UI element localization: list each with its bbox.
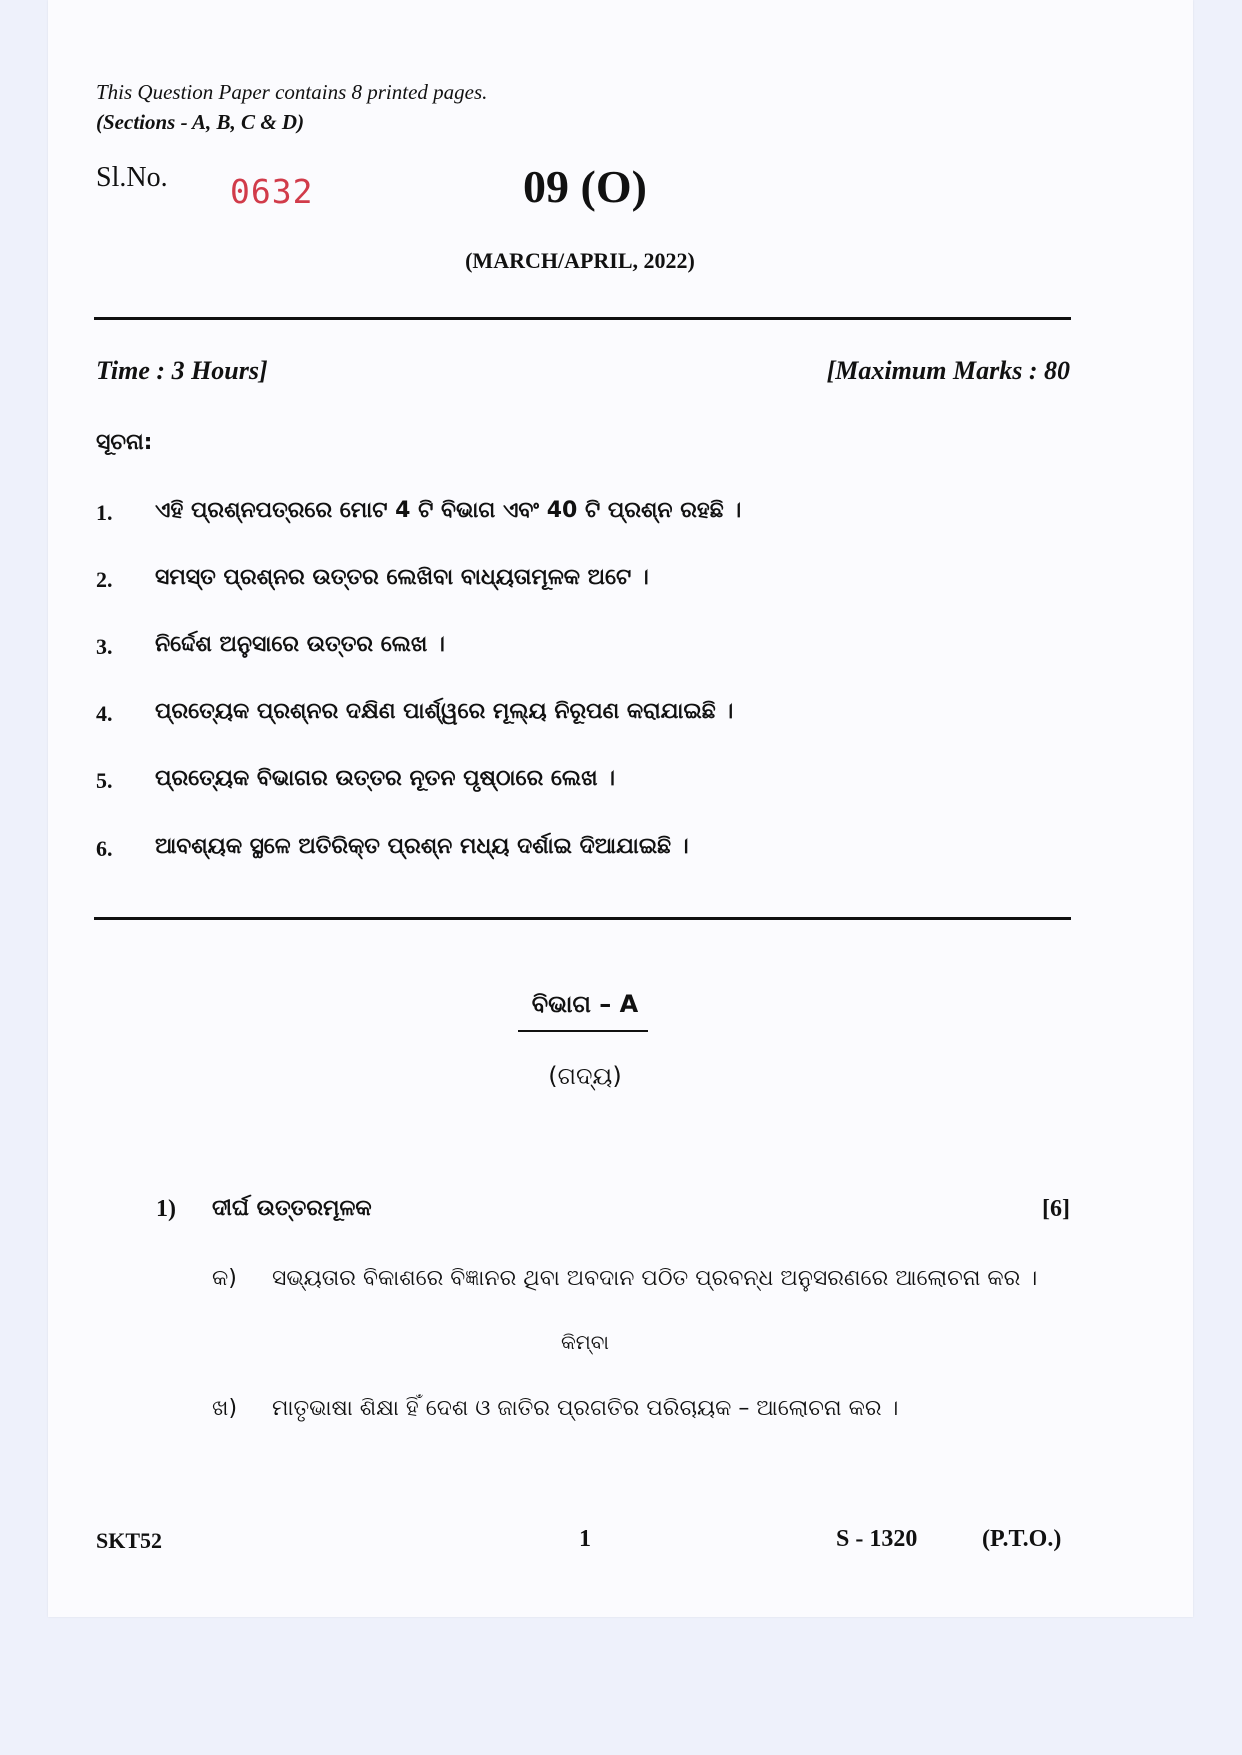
instruction-text: ନିର୍ଦ୍ଦେଶ ଅନୁସାରେ ଉତ୍ତର ଲେଖ ।	[155, 632, 445, 657]
maximum-marks: [Maximum Marks : 80	[826, 356, 1070, 385]
option-a-text: ସଭ୍ୟତାର ବିକାଶରେ ବିଜ୍ଞାନର ଥିବା ଅବଦାନ ପଠିତ ପ୍ରବନ୍ଧ ଅନୁସରଣରେ ଆଲୋଚନା କର ।	[272, 1266, 1038, 1291]
time-allowed: Time : 3 Hours]	[96, 356, 268, 385]
question-marks: [6]	[1042, 1196, 1070, 1222]
instruction-text: ଏହି ପ୍ରଶ୍ନପତ୍ରରେ ମୋଟ 4 ଟି ବିଭାଗ ଏବଂ 40 ଟି ପ୍ରଶ୍ନ ରହଛି ।	[155, 498, 742, 523]
instruction-text: ପ୍ରତ୍ୟେକ ପ୍ରଶ୍ନର ଦକ୍ଷିଣ ପାର୍ଶ୍ୱରେ ମୂଲ୍ୟ ନିରୂପଣ କରାଯାଇଛି ।	[155, 699, 734, 724]
or-separator: କିମ୍ବା	[561, 1330, 609, 1354]
top-divider	[94, 317, 1071, 320]
section-title: ବିଭାଗ – A	[531, 990, 639, 1018]
instruction-number: 3.	[96, 634, 113, 659]
instruction-number: 1.	[96, 500, 113, 525]
sections-note: (Sections - A, B, C & D)	[96, 110, 305, 134]
serial-label: Sl.No.	[96, 162, 168, 193]
section-subtitle: (ଗଦ୍ୟ)	[548, 1062, 622, 1090]
question-number: 1)	[156, 1196, 176, 1222]
instruction-number: 5.	[96, 768, 113, 793]
serial-number: 0632	[230, 172, 314, 211]
instruction-number: 2.	[96, 567, 113, 592]
instruction-text: ପ୍ରତ୍ୟେକ ବିଭାଗର ଉତ୍ତର ନୂତନ ପୃଷ୍ଠାରେ ଲେଖ ।	[155, 766, 616, 791]
option-a-label: କ)	[212, 1266, 237, 1291]
footer-code: SKT52	[96, 1528, 163, 1553]
question-paper-page	[48, 0, 1193, 1617]
middle-divider	[94, 917, 1071, 920]
option-b-label: ଖ)	[212, 1396, 238, 1421]
instruction-text: ସମସ୍ତ ପ୍ରଶ୍ନର ଉତ୍ତର ଲେଖିବା ବାଧ୍ୟତାମୂଳକ ଅଟେ ।	[155, 565, 649, 590]
option-b-text: ମାତୃଭାଷା ଶିକ୍ଷା ହିଁ ଦେଶ ଓ ଜାତିର ପ୍ରଗତିର ପରିଚାୟକ – ଆଲୋଚନା କର ।	[272, 1396, 899, 1421]
pto-note: (P.T.O.)	[982, 1526, 1062, 1552]
instruction-number: 6.	[96, 836, 113, 861]
instruction-text: ଆବଶ୍ୟକ ସ୍ଥଳେ ଅତିରିକ୍ତ ପ୍ରଶ୍ନ ମଧ୍ୟ ଦର୍ଶାଇ ଦିଆଯାଇଛି ।	[155, 834, 689, 859]
instruction-number: 4.	[96, 701, 113, 726]
pages-note: This Question Paper contains 8 printed pages.	[96, 80, 488, 104]
exam-session: (MARCH/APRIL, 2022)	[465, 248, 695, 273]
paper-code: 09 (O)	[523, 161, 647, 212]
question-title: ଦୀର୍ଘ ଉତ୍ତରମୂଳକ	[212, 1196, 372, 1221]
section-underline	[518, 1030, 648, 1032]
instructions-title: ସୂଚନା:	[96, 430, 153, 455]
series-code: S - 1320	[836, 1526, 918, 1552]
page-number: 1	[579, 1526, 591, 1552]
